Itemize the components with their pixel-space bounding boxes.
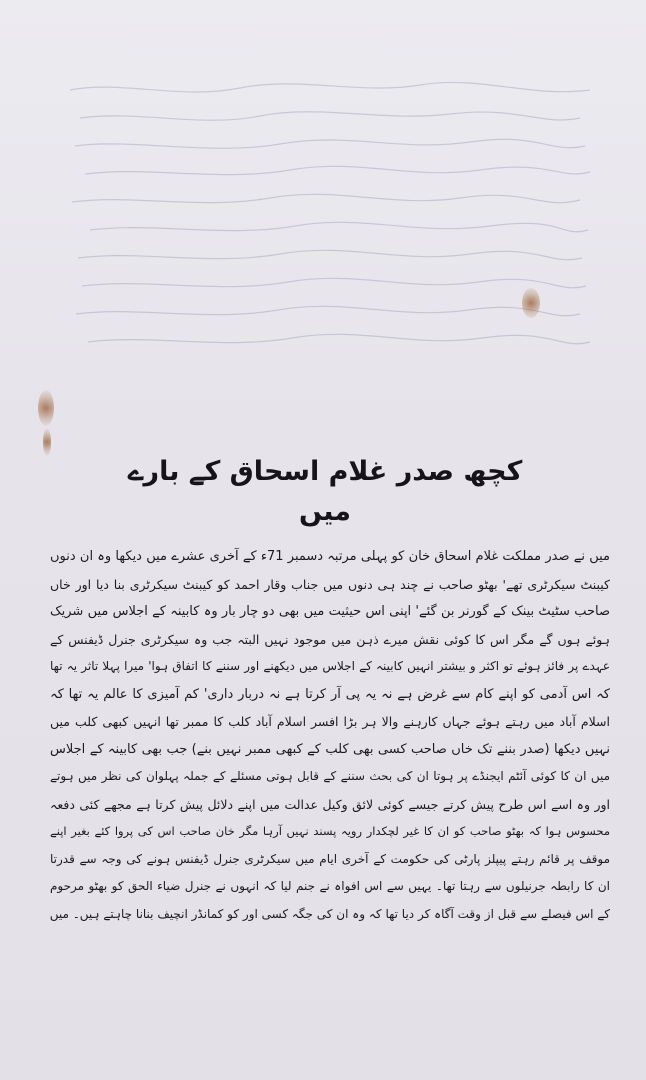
text-line: میں ان کا کوئی آئٹم ایجنڈے پر ہوتا ان کی بحث سننے کے قابل ہوتی مسئلے کے جملہ پہلوان کی نظر میں ہوتے xyxy=(50,769,610,783)
text-line: ہوئے ہوں گے مگر اس کا کوئی نقش میرے ذہن میں موجود نہیں البتہ جب وہ سیکرٹری جنرل ڈیفنس کے xyxy=(50,631,610,647)
text-line: کہ اس آدمی کو اپنے کام سے غرض ہے نہ یہ پی آر کرتا ہے نہ دربار داری' کم آمیزی کا عالم یہ تھا کہ xyxy=(50,686,610,702)
chapter-title: کچھ صدر غلام اسحاق کے بارے میں xyxy=(127,456,523,527)
text-line: عہدے پر فائز ہوئے تو اکثر و بیشتر انہیں کابینہ کے اجلاس میں دیکھنے اور سننے کا اتفاق ہوا' میرا پہلا تاثر یہ تھا xyxy=(50,659,610,673)
text-line: کے اس فیصلے سے قبل از وقت آگاہ کر دیا تھا کہ وہ ان کی جگہ کسی اور کو کمانڈر انچیف بنانا چاہتے ہیں۔ میں xyxy=(50,906,610,921)
bleed-through-handwriting xyxy=(60,70,600,370)
paper-stain xyxy=(38,390,54,426)
text-line: ان کا رابطہ جرنیلوں سے رہتا تھا۔ یہیں سے اس افواہ نے جنم لیا کہ انہوں نے جنرل ضیاء الحق کو بھٹو مرحوم xyxy=(50,879,610,893)
body-paragraph xyxy=(50,543,610,928)
paper-stain xyxy=(43,428,51,456)
text-line: محسوس ہوا کہ بھٹو صاحب کو ان کا غیر لچکدار رویہ پسند نہیں آرہا مگر خان صاحب اس کی پروا کئے بغیر اپنے xyxy=(50,824,610,838)
text-line: نہیں دیکھا (صدر بننے تک خاں صاحب کسی بھی کلب کے کبھی ممبر نہیں بنے) جب بھی کابینہ کے اجلاس xyxy=(50,741,610,757)
text-line: میں نے صدر مملکت غلام اسحاق خان کو پہلی مرتبہ دسمبر 71ء کے آخری عشرے میں دیکھا وہ ان دنوں xyxy=(50,549,610,564)
text-line: اور وہ اسے اس طرح پیش کرتے جیسے کوئی لائق وکیل عدالت میں اپنے دلائل پیش کرتا ہے مجھے کئی دفعہ xyxy=(50,796,610,812)
text-line: اسلام آباد میں رہتے ہوئے جہاں کارہنے والا ہر بڑا افسر اسلام آباد کلب کا ممبر تھا انہیں کبھی کلب میں xyxy=(50,714,610,729)
text-line: موقف پر قائم رہتے پیپلز پارٹی کی حکومت کے آخری ایام میں سیکرٹری جنرل ڈیفنس ہونے کی وجہ سے قدرتا xyxy=(50,851,610,866)
text-line: کیبنٹ سیکرٹری تھے' بھٹو صاحب نے چند ہی دنوں میں جناب وقار احمد کو کیبنٹ سیکرٹری بنا دیا اور خاں xyxy=(50,576,610,592)
paper-stain xyxy=(522,288,540,318)
text-line: صاحب سٹیٹ بینک کے گورنر بن گئے' اپنی اس حیثیت میں بھی دو چار بار وہ کابینہ کے اجلاس میں شریک xyxy=(50,604,610,619)
